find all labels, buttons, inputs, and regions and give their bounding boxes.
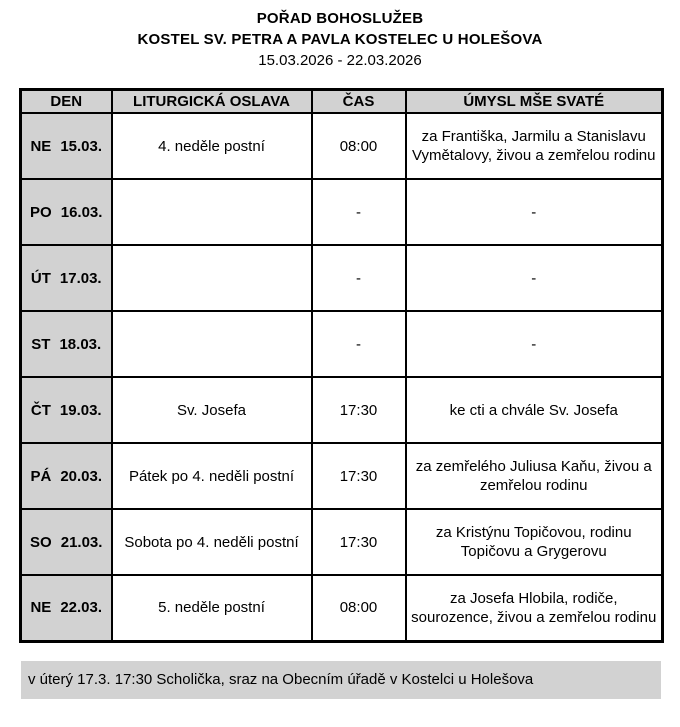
table-row	[21, 113, 663, 179]
table-row	[21, 509, 663, 575]
day-abbr: SO	[30, 533, 52, 551]
day-abbr: NE	[30, 599, 52, 617]
intention-cell: za Kristýnu Topičovou, rodinu Topičovu a Grygerovu	[406, 509, 663, 575]
footer-note: v úterý 17.3. 17:30 Scholička, sraz na Obecním úřadě v Kostelci u Holešova	[28, 671, 534, 688]
celebration-cell	[112, 311, 312, 377]
table-row	[21, 377, 663, 443]
day-cell	[21, 179, 112, 245]
table-row	[21, 179, 663, 245]
day-abbr: ČT	[30, 401, 51, 419]
day-date: 21.03.	[60, 533, 103, 551]
day-abbr: NE	[30, 137, 52, 155]
time-cell: -	[312, 311, 406, 377]
day-cell	[21, 443, 112, 509]
table-row	[21, 575, 663, 641]
col-header-intention: ÚMYSL MŠE SVATÉ	[406, 90, 663, 114]
day-date: 22.03.	[60, 599, 103, 617]
time-cell: -	[312, 245, 406, 311]
day-date: 20.03.	[60, 467, 103, 485]
celebration-cell: Sv. Josefa	[112, 377, 312, 443]
day-date: 18.03.	[59, 335, 102, 353]
intention-cell: za zemřelého Juliusa Kaňu, živou a zemřelou rodinu	[406, 443, 663, 509]
celebration-cell: 5. neděle postní	[112, 575, 312, 641]
col-header-time: ČAS	[312, 90, 406, 114]
day-cell	[21, 377, 112, 443]
col-header-day: DEN	[21, 90, 112, 114]
time-cell: 17:30	[312, 509, 406, 575]
day-abbr: PÁ	[30, 467, 52, 485]
day-abbr: ST	[31, 335, 51, 353]
day-abbr: PO	[30, 203, 52, 221]
day-date: 16.03.	[60, 203, 103, 221]
time-cell: 17:30	[312, 377, 406, 443]
day-cell	[21, 245, 112, 311]
time-cell: 08:00	[312, 113, 406, 179]
celebration-cell: 4. neděle postní	[112, 113, 312, 179]
day-date: 17.03.	[59, 269, 102, 287]
intention-cell: -	[406, 311, 663, 377]
day-cell	[21, 113, 112, 179]
day-date: 15.03.	[60, 137, 103, 155]
church-title: KOSTEL SV. PETRA A PAVLA KOSTELEC U HOLEŠOVA	[137, 31, 543, 48]
day-cell	[21, 575, 112, 641]
celebration-cell: Sobota po 4. neděli postní	[112, 509, 312, 575]
day-abbr: ÚT	[30, 269, 51, 287]
time-cell: 17:30	[312, 443, 406, 509]
intention-cell: za Josefa Hlobila, rodiče, sourozence, živou a zemřelou rodinu	[406, 575, 663, 641]
table-row	[21, 443, 663, 509]
footer-note-bar	[21, 661, 661, 699]
table-row	[21, 311, 663, 377]
page-title: POŘAD BOHOSLUŽEB	[256, 10, 424, 27]
intention-cell: ke cti a chvále Sv. Josefa	[406, 377, 663, 443]
intention-cell: -	[406, 245, 663, 311]
table-row	[21, 245, 663, 311]
day-cell	[21, 311, 112, 377]
time-cell: -	[312, 179, 406, 245]
date-range: 15.03.2026 - 22.03.2026	[258, 52, 422, 69]
celebration-cell	[112, 179, 312, 245]
col-header-celebration: LITURGICKÁ OSLAVA	[112, 90, 312, 114]
celebration-cell	[112, 245, 312, 311]
mass-schedule-table	[19, 88, 664, 643]
header-row	[21, 90, 663, 114]
intention-cell: -	[406, 179, 663, 245]
day-cell	[21, 509, 112, 575]
page-header	[0, 0, 680, 71]
day-date: 19.03.	[59, 401, 102, 419]
time-cell: 08:00	[312, 575, 406, 641]
intention-cell: za Františka, Jarmilu a Stanislavu Vymětalovy, živou a zemřelou rodinu	[406, 113, 663, 179]
celebration-cell: Pátek po 4. neděli postní	[112, 443, 312, 509]
